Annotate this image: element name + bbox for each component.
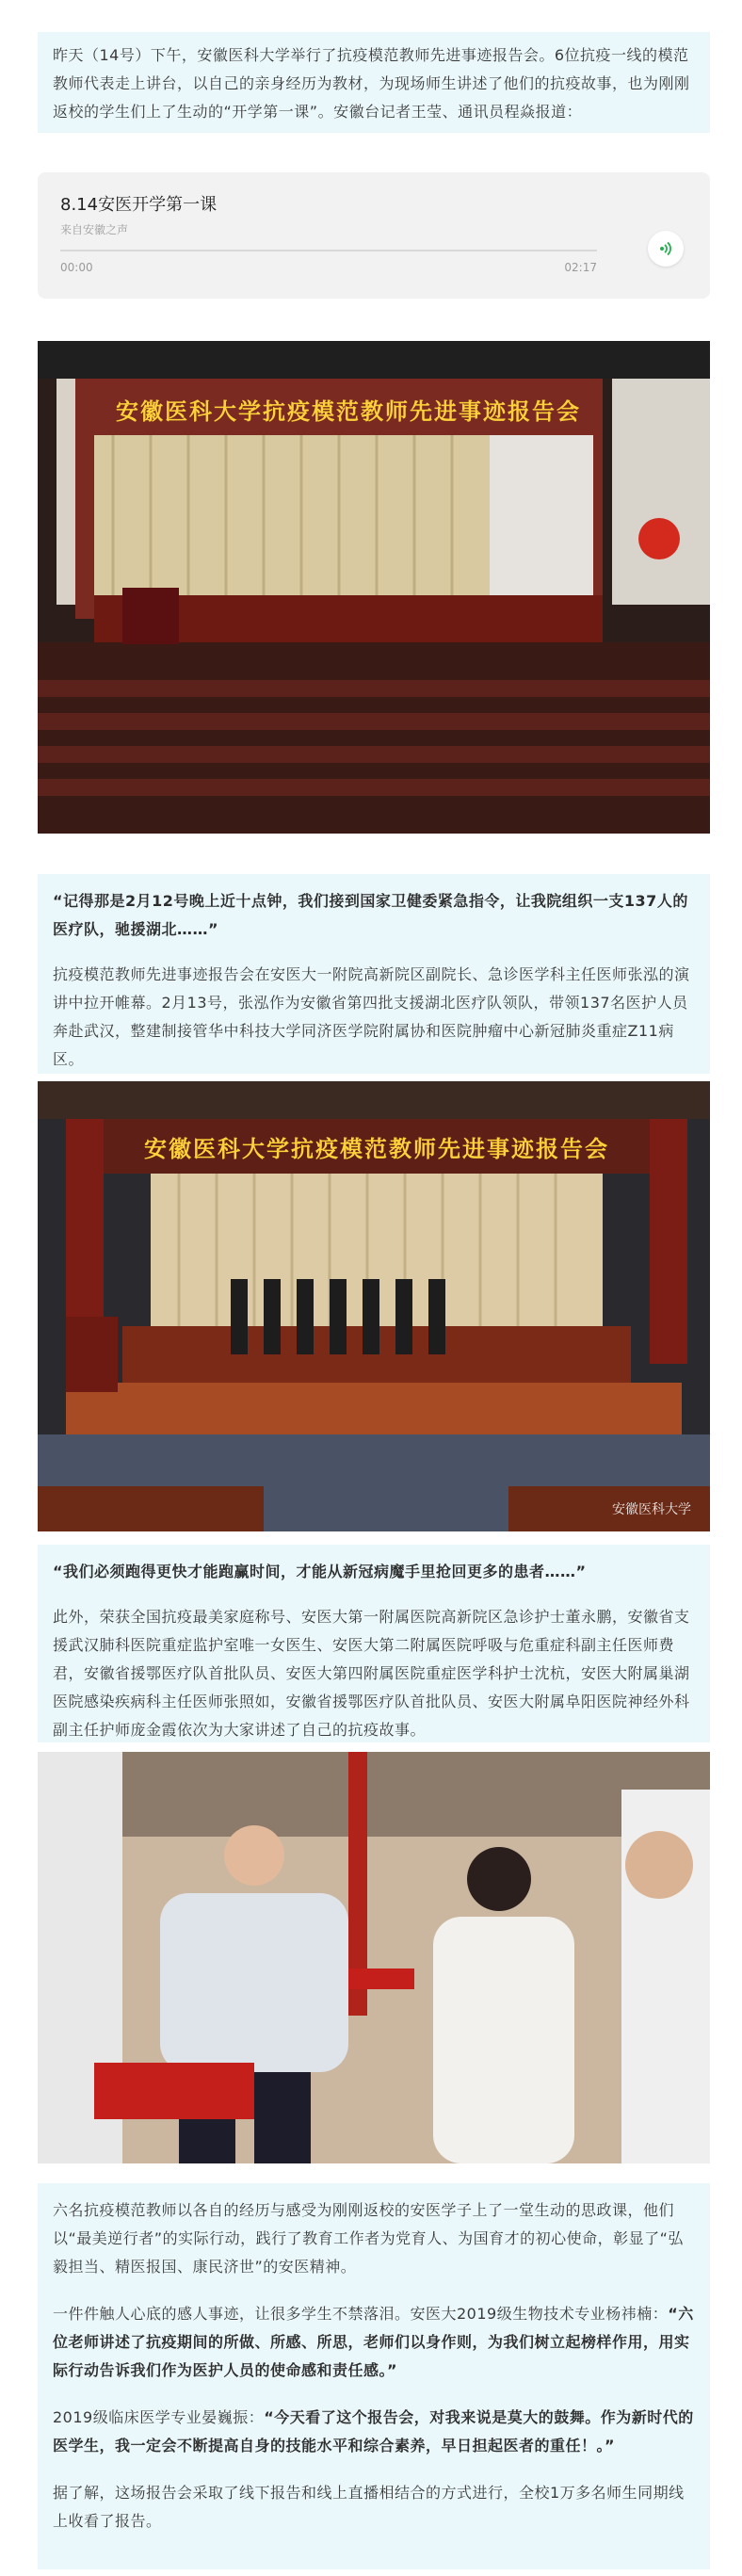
zhang-hong-body: 抗疫模范教师先进事迹报告会在安医大一附院高新院区副院长、急诊医学科主任医师张泓的演讲中拉开帷幕。2月13号，张泓作为安徽省第四批支援湖北医疗队领队，带领137名医护人员奔赴武汉，整建制接管华中科技大学同济医学院附属协和医院肿瘤中心新冠肺炎重症Z11病区。 xyxy=(53,965,690,1068)
yang-lead: 一件件触人心底的感人事迹，让很多学生不禁落泪。安医大2019级生物技术专业杨祎楠： xyxy=(53,2305,669,2323)
audio-player[interactable] xyxy=(38,172,710,299)
audio-times xyxy=(60,261,597,274)
photo1-banner: 安徽医科大学抗疫模范教师先进事迹报告会 xyxy=(116,397,581,425)
summary-paragraph-3 xyxy=(53,2404,695,2460)
other-teachers-body: 此外，荣获全国抗疫最美家庭称号、安医大第一附属医院高新院区急诊护士董永鹏，安徽省支援武汉肺科医院重症监护室唯一女医生、安医大第二附属医院呼吸与危重症科副主任医师费君，安徽省援鄂医疗队首批队员、安医大第四附属医院重症医学科护士沈杭，安医大附属巢湖医院感染疾病科主任医师张照如，安徽省援鄂医疗队首批队员、安医大附属阜阳医院神经外科副主任护师庞金霞依次为大家讲述了自己的抗疫故事。 xyxy=(53,1608,690,1739)
section-summary xyxy=(38,2183,710,2569)
audio-play-button[interactable] xyxy=(648,231,684,267)
photo-stage-group xyxy=(38,1081,710,1531)
yang-quote: “六位老师讲述了抗疫期间的所做、所感、所思，老师们以身作则，为我们树立起榜样作用，用实际行动告诉我们作为医护人员的使命感和责任感。” xyxy=(53,2305,694,2379)
photo-certificate xyxy=(38,1752,710,2163)
summary-paragraph-4: 据了解，这场报告会采取了线下报告和线上直播相结合的方式进行，全校1万多名师生同期线上收看了报告。 xyxy=(53,2484,685,2530)
section-zhang-hong xyxy=(38,874,710,1074)
audio-current-time: 00:00 xyxy=(60,261,93,274)
sound-wave-icon xyxy=(657,240,674,257)
intro-paragraph: 昨天（14号）下午，安徽医科大学举行了抗疫模范教师先进事迹报告会。6位抗疫一线的模范教师代表走上讲台，以自己的亲身经历为教材，为现场师生讲述了他们的抗疫故事，也为刚刚返校的学生们上了生动的“开学第一课”。安徽台记者王莹、通讯员程焱报道： xyxy=(53,46,690,121)
zhang-hong-quote: “记得那是2月12号晚上近十点钟，我们接到国家卫健委紧急指令，让我院组织一支137人的医疗队，驰援湖北……” xyxy=(53,892,688,938)
section-other-teachers xyxy=(38,1545,710,1742)
audio-progress-bar[interactable] xyxy=(60,250,597,251)
other-teachers-quote: “我们必须跑得更快才能跑赢时间，才能从新冠病魔手里抢回更多的患者……” xyxy=(53,1563,587,1580)
yan-lead: 2019级临床医学专业晏巍振： xyxy=(53,2408,265,2426)
photo2-banner: 安徽医科大学抗疫模范教师先进事迹报告会 xyxy=(144,1135,609,1162)
certificate-illustration xyxy=(38,1752,710,2163)
summary-paragraph-2 xyxy=(53,2300,695,2385)
summary-paragraph-1: 六名抗疫模范教师以各自的经历与感受为刚刚返校的安医学子上了一堂生动的思政课，他们以“最美逆行者”的实际行动，践行了教育工作者为党育人、为国育才的初心使命，彰显了“弘毅担当、精医报国、康民济世”的安医精神。 xyxy=(53,2201,684,2276)
audio-source: 来自安徽之声 xyxy=(60,223,129,236)
photo2-watermark: 安徽医科大学 xyxy=(612,1502,691,1517)
audio-duration: 02:17 xyxy=(564,261,597,274)
audio-title: 8.14安医开学第一课 xyxy=(60,195,218,215)
yan-quote: “今天看了这个报告会，对我来说是莫大的鼓舞。作为新时代的医学生，我一定会不断提高自身的技能水平和综合素养，早日担起医者的重任！。” xyxy=(53,2408,694,2454)
photo-auditorium xyxy=(38,341,710,834)
intro-section xyxy=(38,32,710,133)
